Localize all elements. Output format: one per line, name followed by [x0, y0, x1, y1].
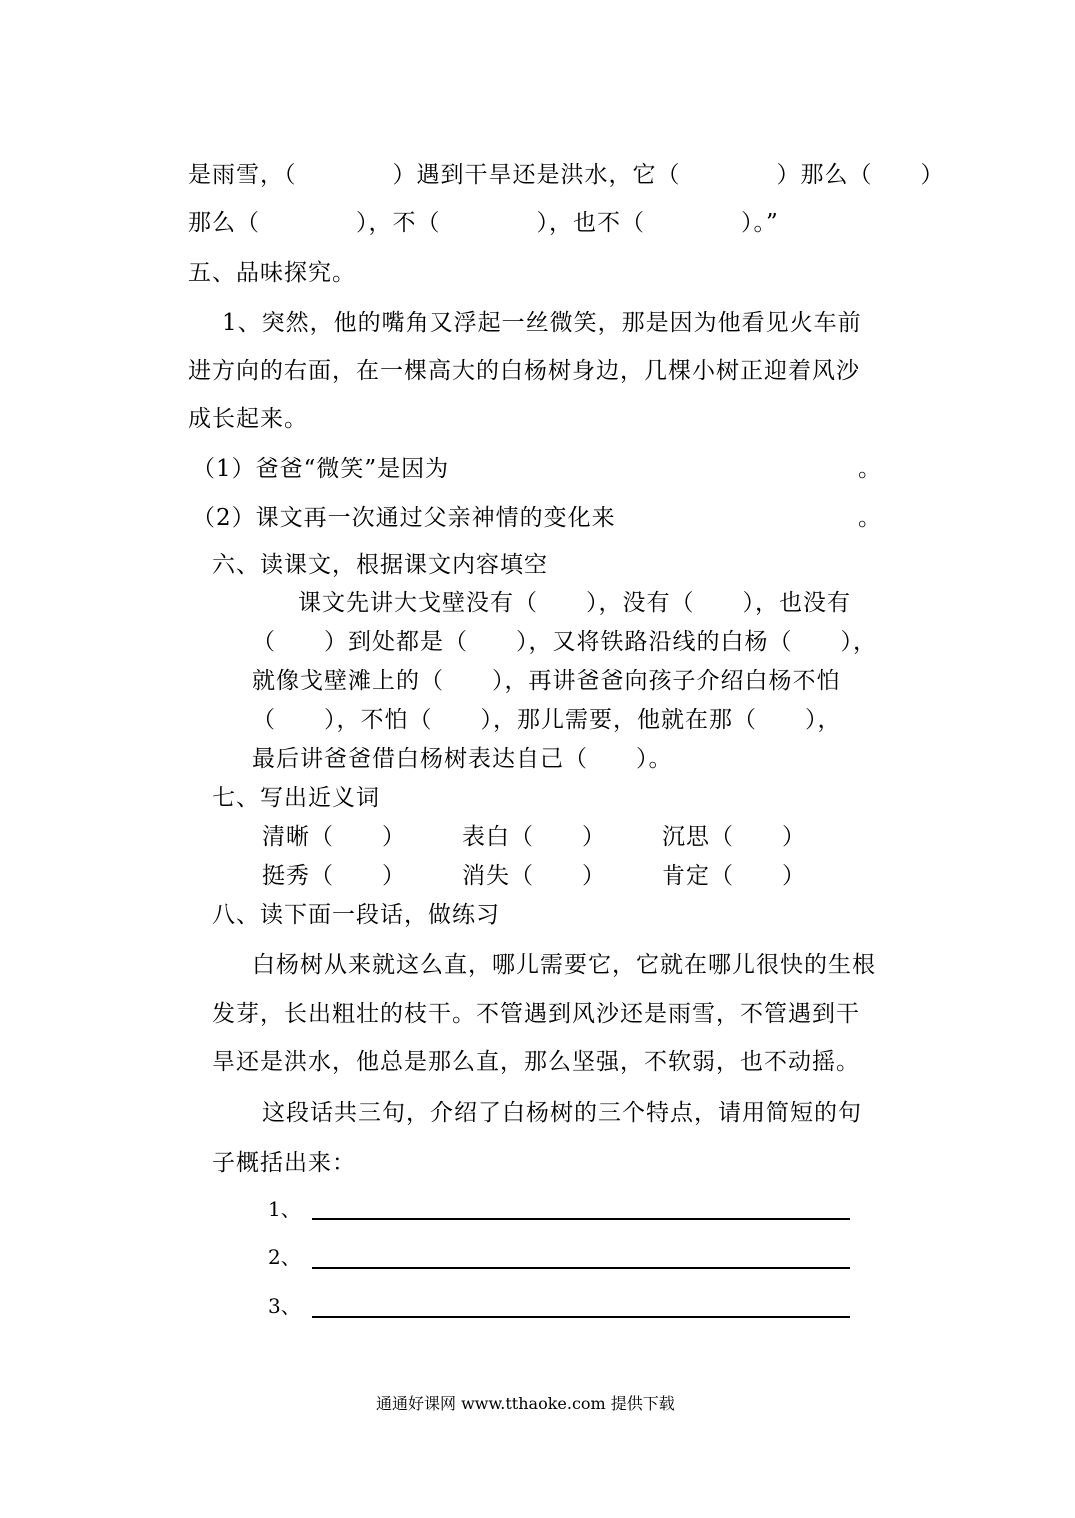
- section-5-question-1: （1）爸爸“微笑”是因为: [192, 456, 450, 482]
- section-8-heading: 八、读下面一段话，做练习: [212, 902, 500, 928]
- answer-number: 1、: [268, 1197, 301, 1221]
- answer-number: 2、: [268, 1245, 301, 1269]
- answer-line[interactable]: [312, 1218, 850, 1220]
- section-6-line-1: 课文先讲大戈壁没有（ ），没有（ ），也没有: [298, 590, 851, 616]
- synonym-item: 肯定（ ）: [662, 863, 806, 889]
- page-footer: 通通好课网 www.tthaoke.com 提供下载: [376, 1394, 675, 1413]
- section-5-passage-line-3: 成长起来。: [188, 406, 308, 432]
- section-8-instruction-line-1: 这段话共三句，介绍了白杨树的三个特点，请用简短的句: [262, 1100, 862, 1126]
- section-5-passage-line-1: 1、突然，他的嘴角又浮起一丝微笑，那是因为他看见火车前: [222, 310, 862, 336]
- section-8-passage-line-3: 旱还是洪水，他总是那么直，那么坚强，不软弱，也不动摇。: [212, 1049, 860, 1075]
- synonym-item: 沉思（ ）: [662, 824, 806, 850]
- section-5-question-2-end: 。: [858, 505, 882, 531]
- synonym-item: 表白（ ）: [462, 824, 606, 850]
- answer-line[interactable]: [312, 1316, 850, 1318]
- synonym-item: 消失（ ）: [462, 863, 606, 889]
- synonym-item: 清晰（ ）: [262, 824, 406, 850]
- section-7-heading: 七、写出近义词: [212, 785, 380, 811]
- section-8-passage-line-1: 白杨树从来就这么直，哪儿需要它，它就在哪儿很快的生根: [252, 952, 876, 978]
- fill-blank-line-1: 是雨雪，（ ）遇到干旱还是洪水，它（ ）那么（ ）: [188, 162, 945, 188]
- section-8-instruction-line-2: 子概括出来：: [212, 1150, 356, 1176]
- section-6-line-3: 就像戈壁滩上的（ ），再讲爸爸向孩子介绍白杨不怕: [252, 668, 841, 694]
- section-5-question-2: （2）课文再一次通过父亲神情的变化来: [192, 505, 616, 531]
- answer-number: 3、: [268, 1294, 301, 1318]
- section-5-heading: 五、品味探究。: [188, 260, 356, 286]
- fill-blank-line-2: 那么（ ），不（ ），也不（ ）。”: [188, 210, 779, 236]
- section-6-heading: 六、读课文，根据课文内容填空: [212, 552, 548, 578]
- section-6-line-2: （ ）到处都是（ ），又将铁路沿线的白杨（ ），: [252, 629, 877, 655]
- section-5-passage-line-2: 进方向的右面，在一棵高大的白杨树身边，几棵小树正迎着风沙: [188, 358, 860, 384]
- synonym-item: 挺秀（ ）: [262, 863, 406, 889]
- section-8-passage-line-2: 发芽，长出粗壮的枝干。不管遇到风沙还是雨雪，不管遇到干: [212, 1001, 860, 1027]
- section-6-line-4: （ ），不怕（ ），那儿需要，他就在那（ ），: [252, 707, 842, 733]
- answer-line[interactable]: [312, 1267, 850, 1269]
- section-6-line-5: 最后讲爸爸借白杨树表达自己（ ）。: [252, 746, 673, 772]
- section-5-question-1-end: 。: [858, 456, 882, 482]
